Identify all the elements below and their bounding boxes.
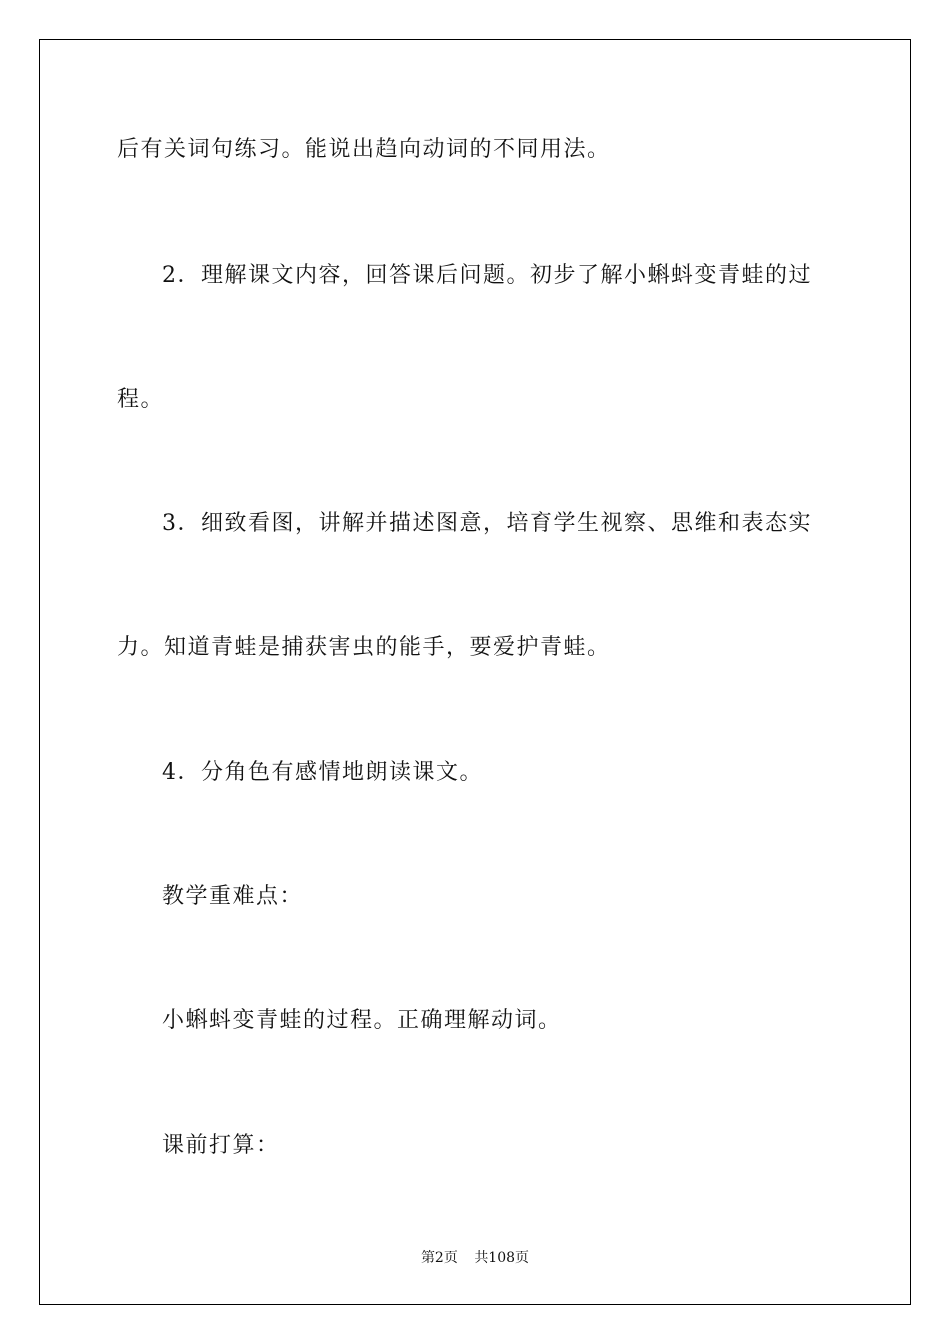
page-border [39,39,911,1305]
text-line-6: 4．分角色有感情地朗读课文。 [162,760,483,785]
text-line-2: 2．理解课文内容，回答课后问题。初步了解小蝌蚪变青蛙的过 [162,263,812,288]
page-footer [0,1247,950,1267]
section-heading-difficulties: 教学重难点： [162,884,304,909]
text-line-5: 力。知道青蛙是捕获害虫的能手，要爱护青蛙。 [117,635,611,660]
text-line-3: 程。 [117,387,165,412]
text-line-8: 小蝌蚪变青蛙的过程。正确理解动词。 [162,1008,562,1033]
text-line-4: 3．细致看图，讲解并描述图意，培育学生视察、思维和表态实 [162,511,812,536]
section-heading-preparation: 课前打算： [162,1133,280,1158]
page-total: 共108页 [474,1250,530,1266]
page-number: 第2页 [420,1250,458,1266]
text-line-1: 后有关词句练习。能说出趋向动词的不同用法。 [117,137,611,162]
